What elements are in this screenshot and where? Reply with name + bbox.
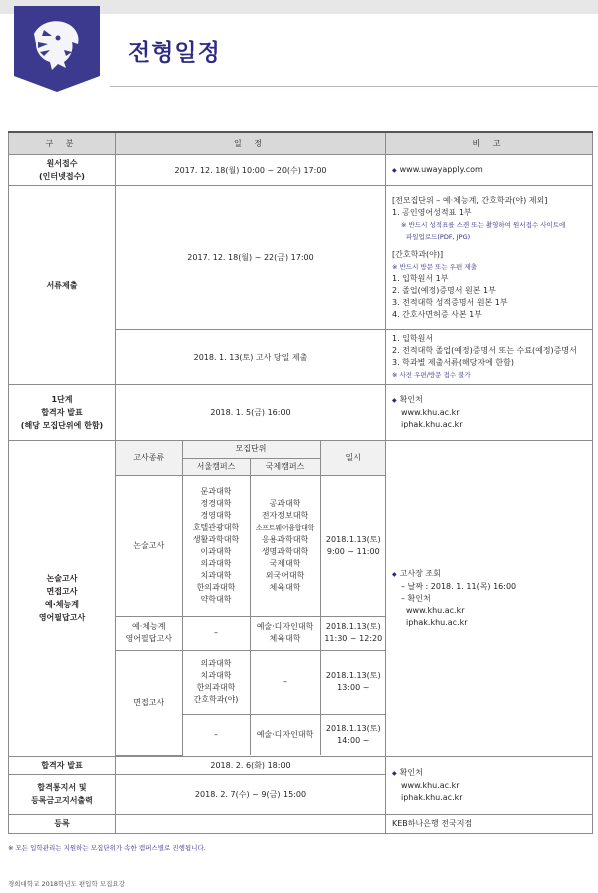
date-cell: 2018. 2. 7(수) ~ 9(금) 15:00 xyxy=(116,774,386,814)
bullet-icon: ◆ xyxy=(392,769,397,777)
table-row xyxy=(9,155,593,186)
remark-cell: 1. 입학원서 2. 전적대학 졸업(예정)증명서 또는 수료(예정)증명서 3. 학과별 제출서류(해당자에 한함) ※ 사전 우편/방문 접수 불가 xyxy=(386,330,593,385)
page-footer: 경희대학교 2018학년도 편입학 모집요강 xyxy=(8,880,125,888)
date-cell: 2017. 12. 18(월) 10:00 ~ 20(수) 17:00 xyxy=(116,155,386,186)
remark-link[interactable]: iphak.khu.ac.kr xyxy=(401,420,463,429)
seoul-units: – xyxy=(182,616,250,650)
bullet-icon: ◆ xyxy=(392,397,397,404)
header-remarks: 비 고 xyxy=(386,132,593,155)
table-header-row xyxy=(9,132,593,155)
remark-link[interactable]: www.khu.ac.kr xyxy=(401,780,460,790)
remark-cell: ◆ 확인처 www.khu.ac.kr iphak.khu.ac.kr xyxy=(386,756,593,814)
exam-date: 2018.1.13(토) 13:00 ~ xyxy=(320,650,386,714)
category-cell: 서류제출 xyxy=(9,186,116,385)
category-cell: 합격자 발표 xyxy=(9,756,116,774)
global-units: 예술·디자인대학 xyxy=(250,714,320,755)
exam-date: 2018.1.13(토) 14:00 ~ xyxy=(320,714,386,755)
title-underline xyxy=(110,86,598,87)
remark-cell: ◆ 고사장 조회 – 날짜 : 2018. 1. 11(목) 16:00 – 확인처 www.khu.ac.kr iphak.khu.ac.kr xyxy=(386,441,593,757)
global-units: 공과대학 전자정보대학 소프트웨어융합대학 응용과학대학 생명과학대학 국제대학 외국어대학 체육대학 xyxy=(250,475,320,616)
global-units: 예술·디자인대학 체육대학 xyxy=(250,616,320,650)
lion-logo-icon xyxy=(14,6,100,92)
header-schedule: 일 정 xyxy=(116,132,386,155)
table-row xyxy=(9,186,593,330)
exam-type: 면접고사 xyxy=(116,650,182,755)
global-units: – xyxy=(250,650,320,714)
date-cell: 2018. 1. 5(금) 16:00 xyxy=(116,385,386,441)
category-cell: 1단계 합격자 발표 (해당 모집단위에 한함) xyxy=(9,385,116,441)
footnote: ※ 모든 입학관리는 지원하는 모집단위가 속한 캠퍼스별로 진행됩니다. xyxy=(8,844,206,852)
seoul-units: 의과대학 치과대학 한의과대학 간호학과(야) xyxy=(182,650,250,714)
date-cell: 2017. 12. 18(월) ~ 22(금) 17:00 xyxy=(116,186,386,330)
exam-date: 2018.1.13(토) 11:30 ~ 12:20 xyxy=(320,616,386,650)
seoul-units: – xyxy=(182,714,250,755)
remark-cell: KEB하나은행 전국지점 xyxy=(386,814,593,833)
header-category: 구 분 xyxy=(9,132,116,155)
exam-type: 논술고사 xyxy=(116,475,182,616)
date-cell: 2018. 2. 6(화) 18:00 xyxy=(116,756,386,774)
category-cell: 등록 xyxy=(9,814,116,833)
date-cell xyxy=(116,814,386,833)
inner-header-date: 일시 xyxy=(320,441,386,475)
page-title: 전형일정 xyxy=(128,40,221,66)
remark-link[interactable]: iphak.khu.ac.kr xyxy=(401,792,463,802)
exam-date: 2018.1.13(토) 9:00 ~ 11:00 xyxy=(320,475,386,616)
inner-header-seoul: 서울캠퍼스 xyxy=(182,458,250,475)
remark-link[interactable]: www.uwayapply.com xyxy=(399,164,483,174)
inner-header-type: 고사종류 xyxy=(116,441,182,475)
inner-header-unit: 모집단위 xyxy=(182,441,320,458)
remark-link[interactable]: www.khu.ac.kr xyxy=(401,408,460,417)
bullet-icon: ◆ xyxy=(392,570,397,578)
exam-inner-table xyxy=(116,441,386,756)
exam-type: 예·체능계 영어필답고사 xyxy=(116,616,182,650)
inner-header-global: 국제캠퍼스 xyxy=(250,458,320,475)
remark-link[interactable]: www.khu.ac.kr xyxy=(406,605,465,615)
remark-link[interactable]: iphak.khu.ac.kr xyxy=(406,617,468,627)
category-cell: 합격통지서 및 등록금고지서출력 xyxy=(9,774,116,814)
remark-cell: ◆ 확인처 www.khu.ac.kr iphak.khu.ac.kr xyxy=(386,385,593,441)
category-cell: 논술고사 면접고사 예·체능계 영어필답고사 xyxy=(9,441,116,757)
bullet-icon: ◆ xyxy=(392,166,397,174)
table-row xyxy=(9,441,593,757)
remark-cell: [전모집단위 – 예·체능계, 간호학과(야) 제외] 1. 공인영어성적표 1부 ※ 반드시 성적표를 스캔 또는 촬영하여 원서접수 사이트에 파일업로드(PDF, JPG) [간호학과(야)] ※ 반드시 방문 또는 우편 제출 1. 입학원서 1부 2. 졸업(예정)증명서 원본 1부 3. 전적대학 성적증명서 원본 1부 4. 간호사면허증 사본 1부 xyxy=(386,186,593,330)
exam-schedule-cell xyxy=(116,441,386,757)
table-row xyxy=(9,814,593,833)
schedule-table xyxy=(8,131,593,834)
date-cell: 2018. 1. 13(토) 고사 당일 제출 xyxy=(116,330,386,385)
seoul-units: 문과대학 정경대학 경영대학 호텔관광대학 생활과학대학 이과대학 의과대학 치과대학 한의과대학 약학대학 xyxy=(182,475,250,616)
remark-cell xyxy=(386,155,593,186)
table-row xyxy=(9,756,593,774)
category-cell: 원서접수 (인터넷접수) xyxy=(9,155,116,186)
table-row xyxy=(9,385,593,441)
